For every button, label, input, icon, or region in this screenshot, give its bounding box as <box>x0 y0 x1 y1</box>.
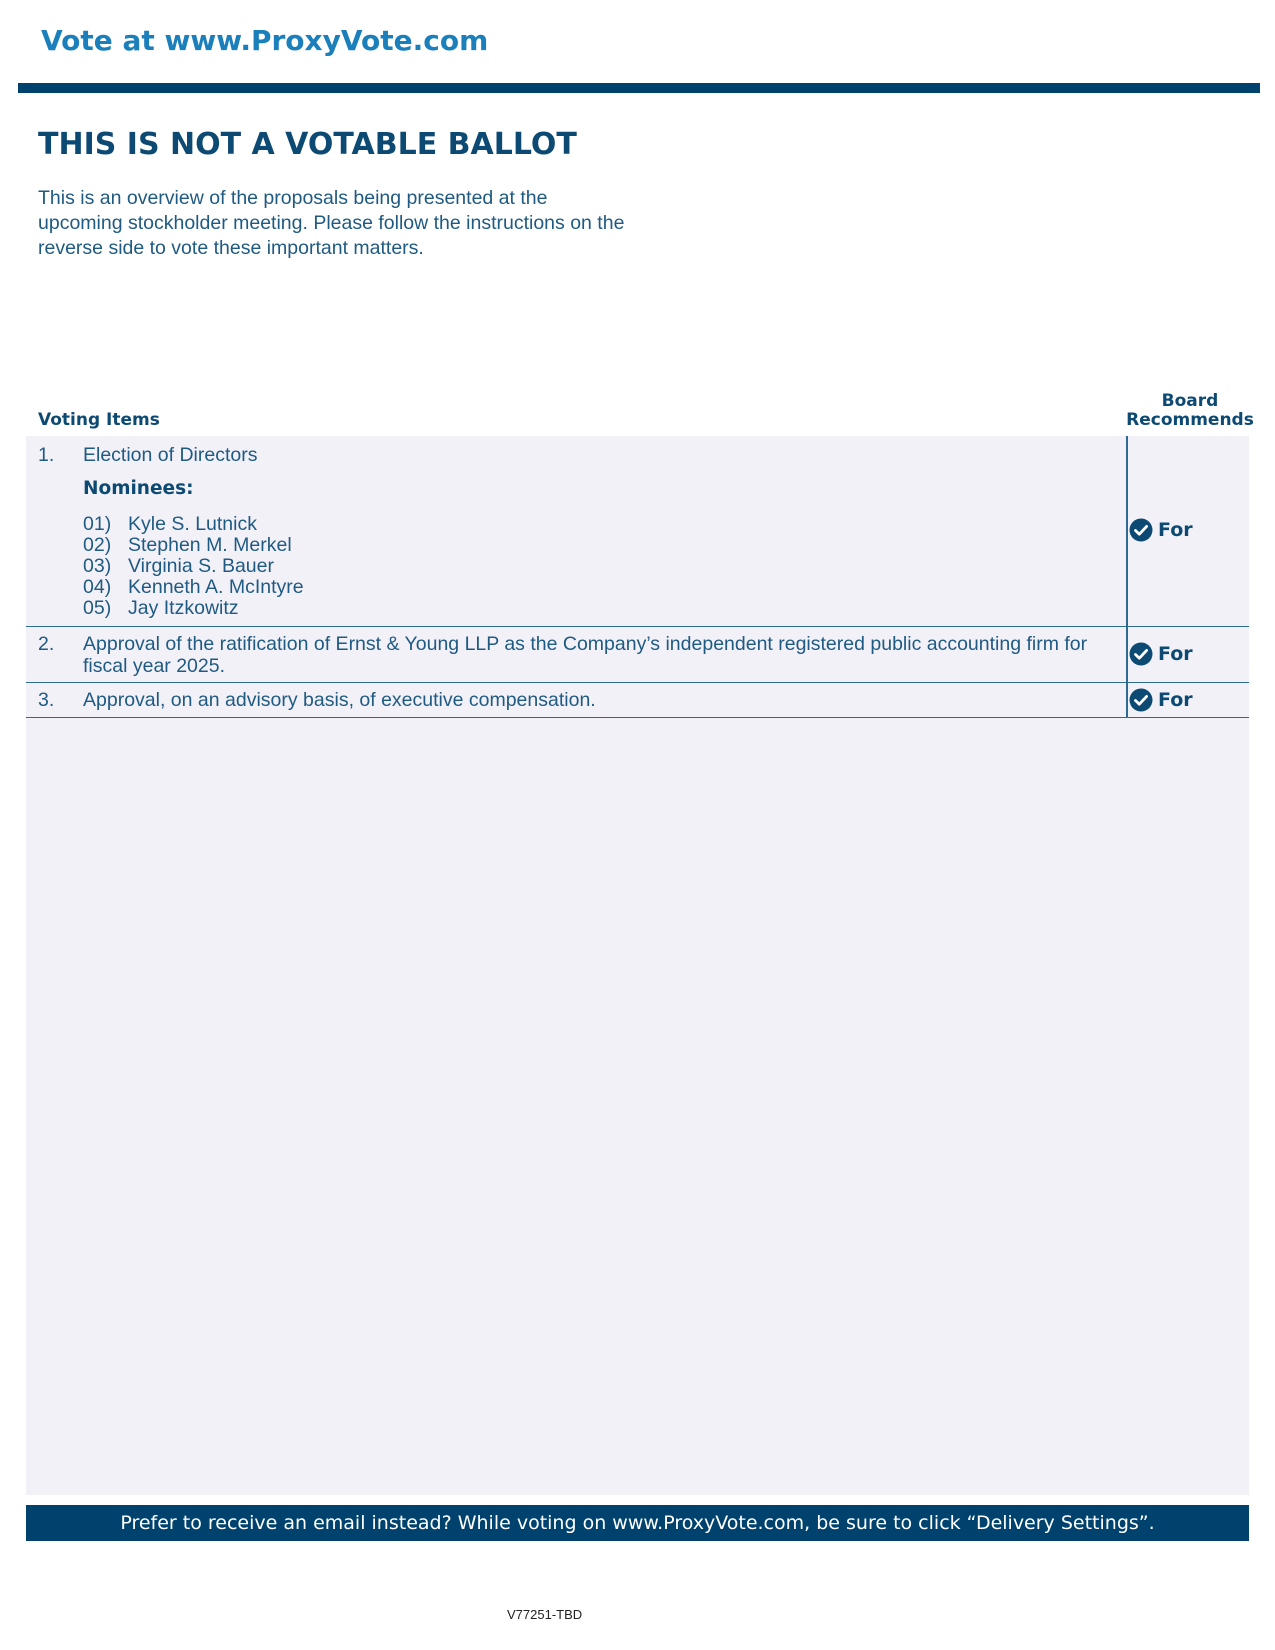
nominee-name: Kenneth A. McIntyre <box>128 576 304 598</box>
item-text: Approval, on an advisory basis, of executive compensation. <box>83 689 596 711</box>
nominee-number: 04) <box>83 576 112 598</box>
footer-banner: Prefer to receive an email instead? While voting on www.ProxyVote.com, be sure to click “Delivery Settings”. <box>26 1505 1249 1541</box>
check-circle-icon <box>1129 518 1153 542</box>
document-code: V77251-TBD <box>507 1607 583 1622</box>
check-circle-icon <box>1129 642 1153 666</box>
recommendation-label: For <box>1158 643 1193 665</box>
row-divider <box>1126 627 1128 682</box>
board-recommendation <box>1129 642 1193 666</box>
item-text: Approval of the ratification of Ernst & Young LLP as the Company’s independent registered public accounting firm for fiscal year 2025. <box>83 633 1088 677</box>
nominee-item <box>83 535 292 556</box>
item-number: 1. <box>38 444 55 466</box>
check-circle-icon <box>1129 688 1153 712</box>
intro-text: This is an overview of the proposals being presented at the upcoming stockholder meeting. Please follow the instructions on the reverse side to vote these important matters. <box>38 187 625 259</box>
page-title: THIS IS NOT A VOTABLE BALLOT <box>38 127 577 162</box>
board-recommendation <box>1129 688 1193 712</box>
nominee-name: Virginia S. Bauer <box>128 555 274 577</box>
nominee-item <box>83 556 274 577</box>
column-header-voting-items: Voting Items <box>38 410 160 430</box>
voting-item-row <box>26 683 1249 718</box>
board-recommendation <box>1129 518 1193 542</box>
nominee-name: Jay Itzkowitz <box>128 597 239 619</box>
voting-item-row <box>26 627 1249 683</box>
nominee-item <box>83 598 239 619</box>
nominee-number: 03) <box>83 555 112 577</box>
board-header-line1: Board <box>1161 391 1219 411</box>
nominee-number: 02) <box>83 534 112 556</box>
nominee-name: Stephen M. Merkel <box>128 534 292 556</box>
recommendation-label: For <box>1158 519 1193 541</box>
nominee-name: Kyle S. Lutnick <box>128 513 257 535</box>
nominee-item <box>83 577 304 598</box>
vote-header: Vote at www.ProxyVote.com <box>41 24 489 57</box>
voting-item-row <box>26 436 1249 627</box>
row-divider <box>1126 683 1128 717</box>
nominee-number: 05) <box>83 597 112 619</box>
column-header-board-recommends <box>1125 392 1255 430</box>
recommendation-label: For <box>1158 689 1193 711</box>
row-divider <box>1126 436 1128 626</box>
item-number: 3. <box>38 689 55 711</box>
nominee-number: 01) <box>83 513 112 535</box>
top-rule <box>18 83 1260 93</box>
nominees-label: Nominees: <box>83 478 194 499</box>
item-number: 2. <box>38 633 55 655</box>
item-text: Election of Directors <box>83 444 258 466</box>
board-header-line2: Recommends <box>1126 410 1254 430</box>
nominee-item <box>83 514 257 535</box>
